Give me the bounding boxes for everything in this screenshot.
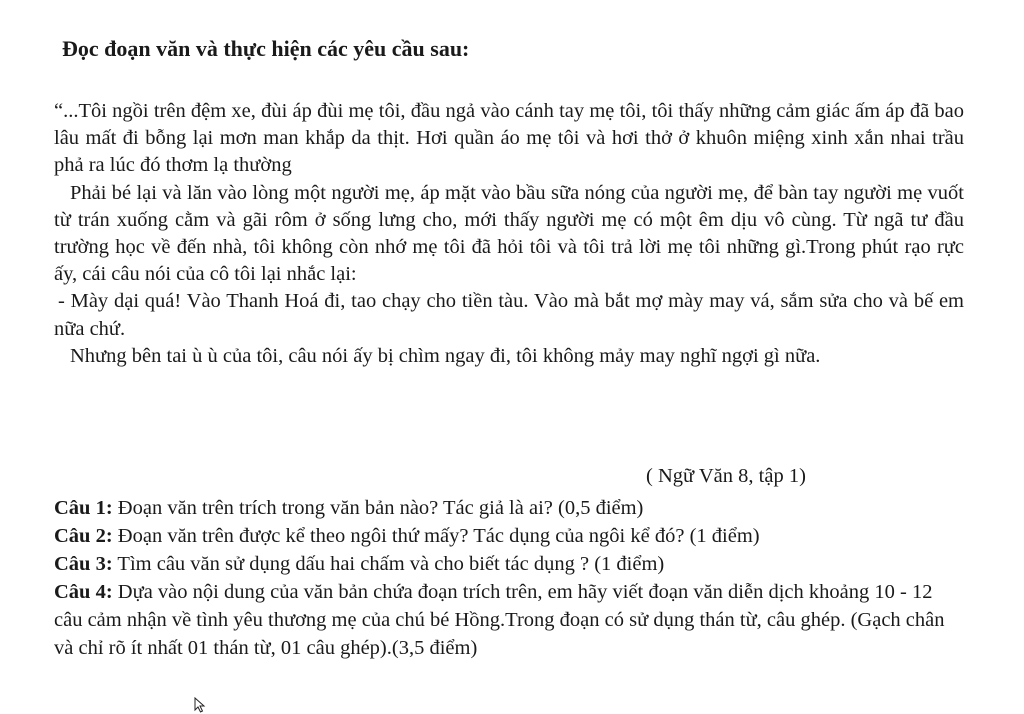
- passage-paragraph: “...Tôi ngồi trên đệm xe, đùi áp đùi mẹ tôi, đầu ngả vào cánh tay mẹ tôi, tôi thấy những cảm giác ấm áp đã bao lâu mất đi bỗng lại mơn man khắp da thịt. Hơi quần áo mẹ tôi và hơi thở ở khuôn miệng xinh xắn nhai trầu phả ra lúc đó thơm lạ thường: [54, 100, 964, 177]
- passage-paragraph: Phải bé lại và lăn vào lòng một người mẹ, áp mặt vào bầu sữa nóng của người mẹ, để bàn tay người mẹ vuốt từ trán xuống cằm và gãi rôm ở sống lưng cho, mới thấy người mẹ có một êm dịu vô cùng. Từ ngã tư đầu trường học về đến nhà, tôi không còn nhớ mẹ tôi đã hỏi tôi và tôi trả lời mẹ tôi những gì.Trong phút rạo rực ấy, cái câu nói của cô tôi lại nhắc lại:: [54, 181, 964, 286]
- reading-passage: [54, 98, 964, 370]
- source-citation: ( Ngữ Văn 8, tập 1): [646, 465, 806, 487]
- question-text: Dựa vào nội dung của văn bản chứa đoạn trích trên, em hãy viết đoạn văn diễn dịch khoảng 10 - 12 câu cảm nhận về tình yêu thương mẹ của chú bé Hồng.Trong đoạn có sử dụng thán từ, câu ghép. (Gạch chân và chỉ rõ ít nhất 01 thán từ, 01 câu ghép).(3,5 điểm): [54, 581, 945, 659]
- question-text: Đoạn văn trên trích trong văn bản nào? Tác giả là ai? (0,5 điểm): [112, 497, 644, 519]
- question-item: [54, 522, 960, 550]
- question-text: Tìm câu văn sử dụng dấu hai chấm và cho biết tác dụng ? (1 điểm): [112, 553, 665, 575]
- question-label: Câu 1:: [54, 497, 113, 519]
- passage-dialogue: - Mày dại quá! Vào Thanh Hoá đi, tao chạy cho tiền tàu. Vào mà bắt mợ mày may vá, sắm sửa cho và bế em nữa chứ.: [54, 290, 964, 340]
- question-label: Câu 4:: [54, 581, 113, 603]
- question-label: Câu 3:: [54, 553, 113, 575]
- question-item: [54, 494, 960, 522]
- question-list: [54, 494, 960, 662]
- question-label: Câu 2:: [54, 525, 113, 547]
- mouse-pointer-icon: [194, 697, 206, 713]
- passage-paragraph: Nhưng bên tai ù ù của tôi, câu nói ấy bị chìm ngay đi, tôi không mảy may nghĩ ngợi gì nữa.: [70, 344, 821, 367]
- instruction-heading: Đọc đoạn văn và thực hiện các yêu cầu sau:: [62, 36, 470, 61]
- question-text: Đoạn văn trên được kể theo ngôi thứ mấy? Tác dụng của ngôi kể đó? (1 điểm): [112, 525, 760, 547]
- question-item: [54, 550, 960, 578]
- question-item: [54, 578, 960, 662]
